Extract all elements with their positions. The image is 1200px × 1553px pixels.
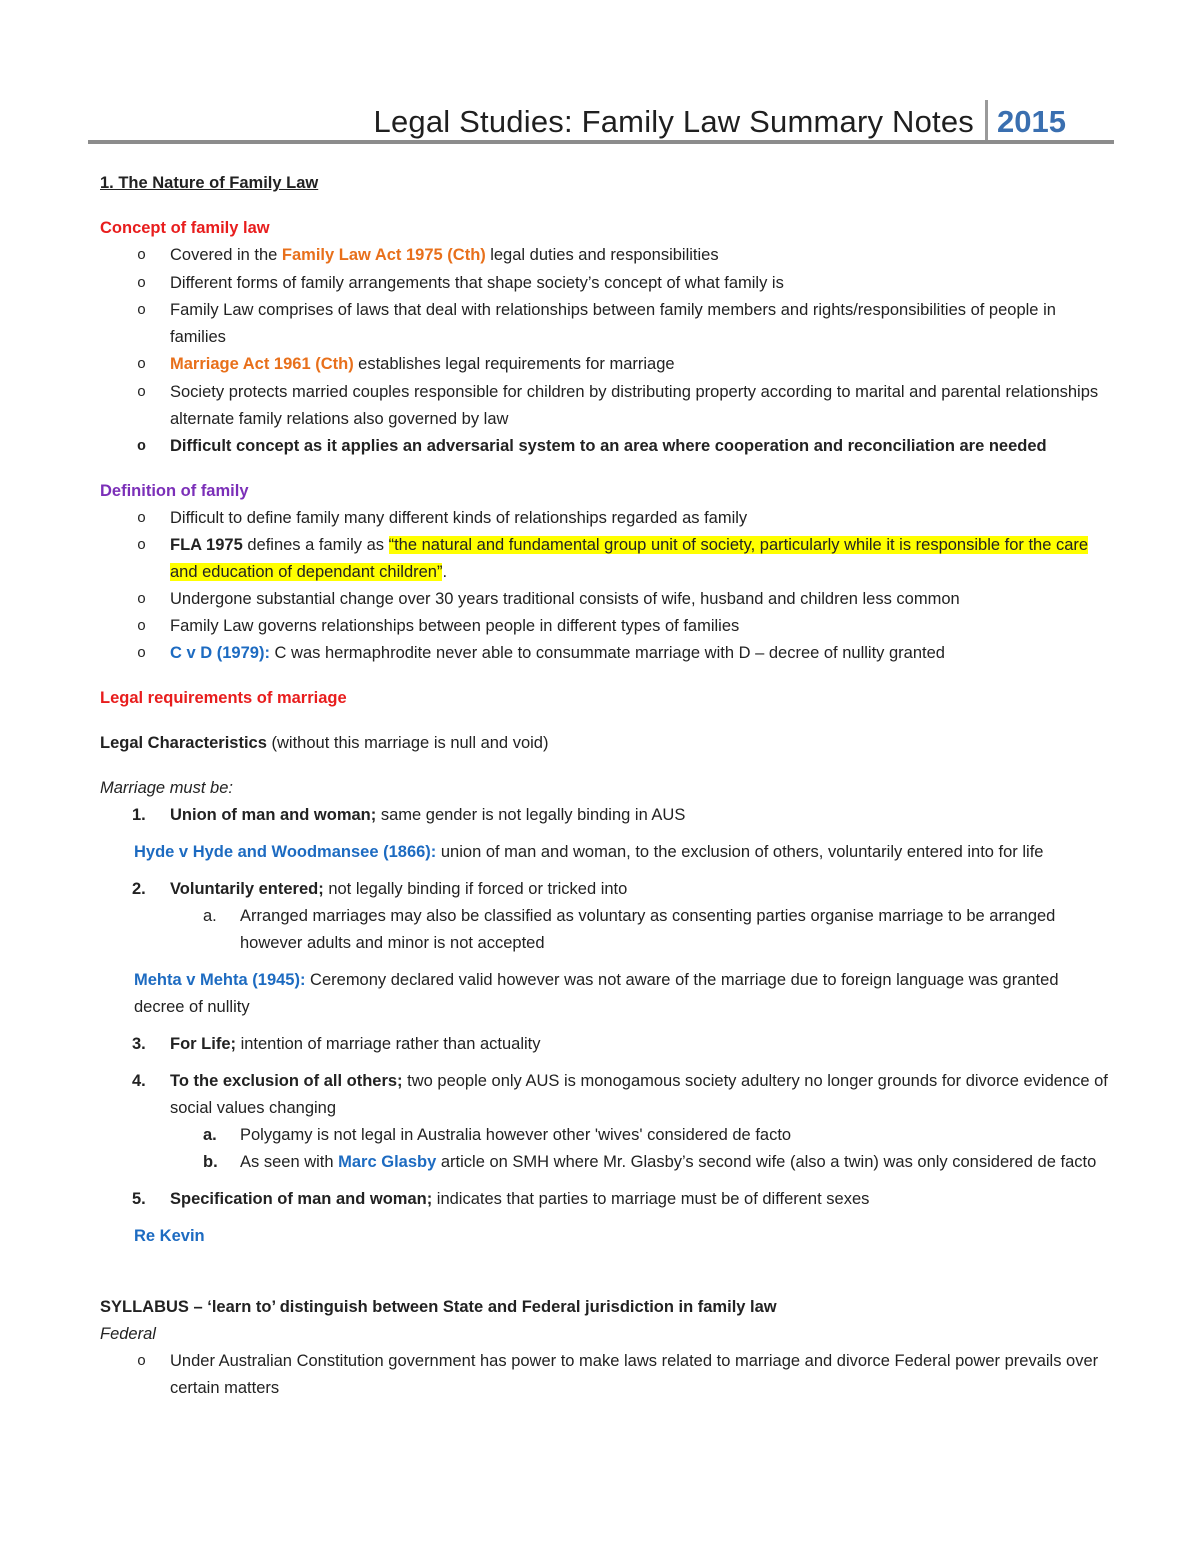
requirement-item: 3. For Life; intention of marriage rather than actuality bbox=[132, 1035, 541, 1053]
sub-item: b. As seen with Marc Glasby article on SMH where Mr. Glasby’s second wife (also a twin) was only considered de facto bbox=[203, 1153, 1097, 1171]
case-reference: C v D (1979): bbox=[170, 644, 270, 662]
highlighted-quote: “the natural and fundamental group unit of society, particularly while it is responsible for the care and education of dependant children” bbox=[170, 536, 1089, 581]
legal-characteristics: Legal Characteristics (without this marriage is null and void) bbox=[100, 734, 549, 752]
list-item: o Undergone substantial change over 30 years traditional consists of wife, husband and children less common bbox=[100, 586, 1110, 613]
document-year: 2015 bbox=[997, 104, 1066, 139]
header-divider bbox=[985, 100, 988, 142]
list-item: o Covered in the Family Law Act 1975 (Cth) legal duties and responsibilities bbox=[100, 242, 1110, 270]
list-item: o Difficult concept as it applies an adversarial system to an area where cooperation and reconciliation are needed bbox=[100, 433, 1110, 460]
case-note: Mehta v Mehta (1945): Ceremony declared valid however was not aware of the marriage due to foreign language was granted decree of nullity bbox=[134, 971, 1059, 1016]
case-reference: Hyde v Hyde and Woodmansee (1866): bbox=[134, 843, 437, 861]
sub-item: a. Polygamy is not legal in Australia however other 'wives' considered de facto bbox=[203, 1126, 792, 1144]
case-note: Hyde v Hyde and Woodmansee (1866): union of man and woman, to the exclusion of others, voluntarily entered into for life bbox=[134, 843, 1044, 861]
list-item: o Family Law governs relationships between people in different types of families bbox=[100, 613, 1110, 640]
document-title: Legal Studies: Family Law Summary Notes bbox=[373, 104, 974, 139]
syllabus-line: SYLLABUS – ‘learn to’ distinguish between State and Federal jurisdiction in family law bbox=[100, 1298, 777, 1316]
requirement-item: 1. Union of man and woman; same gender is not legally binding in AUS bbox=[132, 806, 686, 824]
act-reference: Marriage Act 1961 (Cth) bbox=[170, 355, 354, 373]
list-item: o C v D (1979): C was hermaphrodite never able to consummate marriage with D – decree of nullity granted bbox=[100, 640, 1110, 667]
page-header bbox=[88, 96, 1114, 146]
requirement-item: 2. Voluntarily entered; not legally binding if forced or tricked into bbox=[132, 880, 628, 898]
document-body bbox=[100, 170, 1110, 1402]
case-reference: Mehta v Mehta (1945): bbox=[134, 971, 306, 989]
requirement-item: 4. To the exclusion of all others; two people only AUS is monogamous society adultery no longer grounds for divorce evidence of social values changing bbox=[132, 1072, 1108, 1117]
list-item: o Difficult to define family many different kinds of relationships regarded as family bbox=[100, 505, 1110, 532]
heading-requirements: Legal requirements of marriage bbox=[100, 689, 347, 707]
heading-definition: Definition of family bbox=[100, 482, 249, 500]
list-item: o Family Law comprises of laws that deal with relationships between family members and rights/responsibilities of people in families bbox=[100, 297, 1110, 351]
federal-list bbox=[100, 1348, 1110, 1402]
list-item: o Society protects married couples responsible for children by distributing property according to marital and parental relationships alternate family relations also governed by law bbox=[100, 379, 1110, 433]
definition-list bbox=[100, 505, 1110, 667]
sub-item: a. Arranged marriages may also be classified as voluntary as consenting parties organise marriage to be arranged however adults and minor is not accepted bbox=[203, 907, 1056, 952]
requirement-item: 5. Specification of man and woman; indicates that parties to marriage must be of different sexes bbox=[132, 1190, 870, 1208]
act-reference: Family Law Act 1975 (Cth) bbox=[281, 246, 486, 264]
heading-concept: Concept of family law bbox=[100, 219, 270, 237]
federal-label: Federal bbox=[100, 1325, 156, 1343]
list-item: o FLA 1975 defines a family as “the natural and fundamental group unit of society, particularly while it is responsible for the care and education of dependant children”. bbox=[100, 532, 1110, 586]
header-rule bbox=[88, 140, 1114, 144]
section-title: 1. The Nature of Family Law bbox=[100, 174, 319, 192]
concept-list bbox=[100, 242, 1110, 460]
marriage-must-be: Marriage must be: bbox=[100, 779, 233, 797]
list-item: o Under Australian Constitution government has power to make laws related to marriage and divorce Federal power prevails over certain matters bbox=[100, 1348, 1110, 1402]
list-item: o Different forms of family arrangements that shape society’s concept of what family is bbox=[100, 270, 1110, 297]
name-reference: Marc Glasby bbox=[338, 1153, 437, 1171]
case-reference: Re Kevin bbox=[134, 1227, 205, 1245]
list-item: o Marriage Act 1961 (Cth) establishes legal requirements for marriage bbox=[100, 351, 1110, 379]
